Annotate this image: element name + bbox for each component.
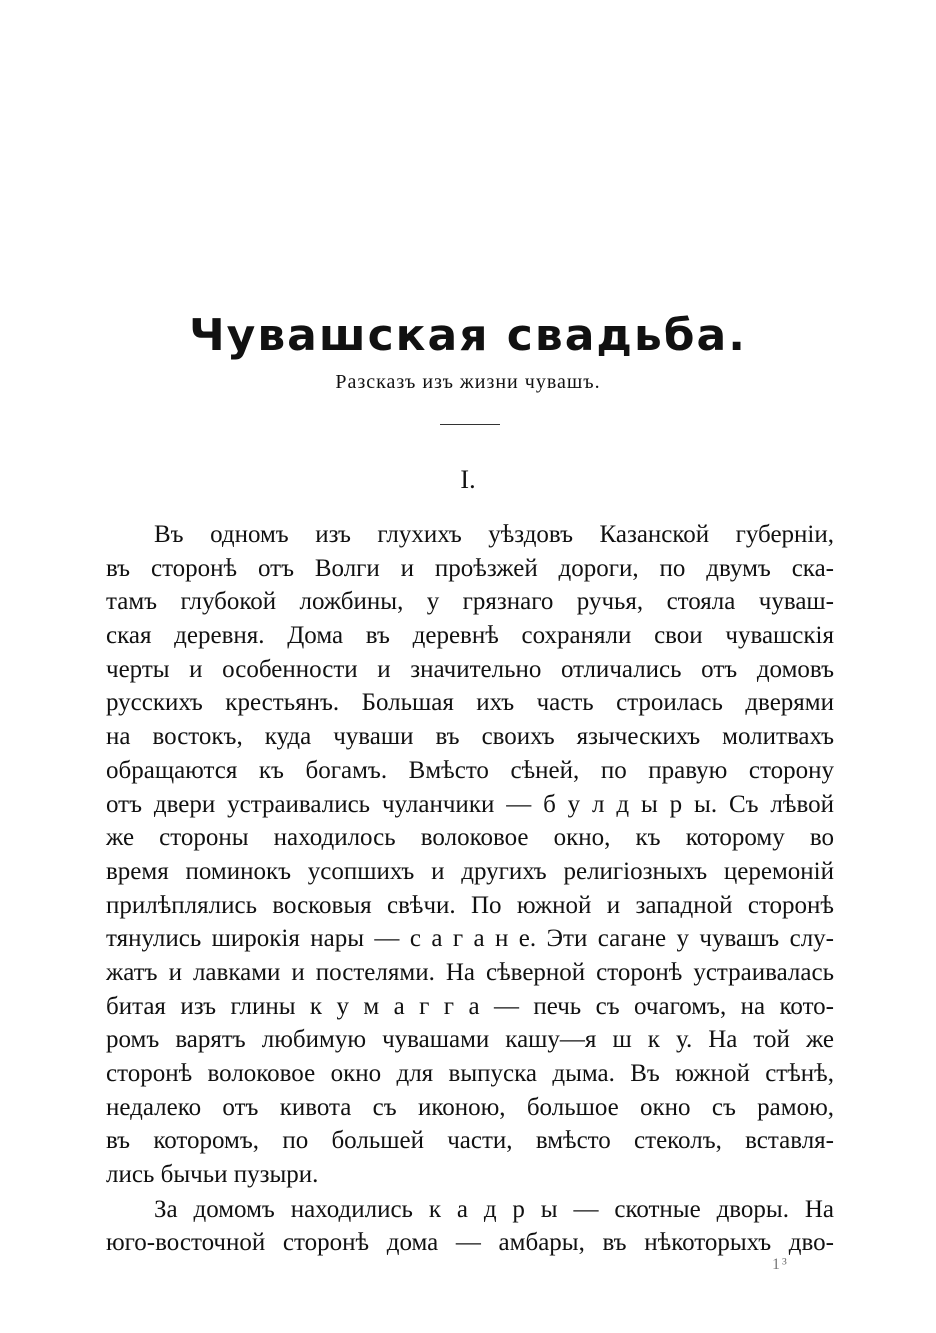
- subtitle: Разсказъ изъ жизни чувашъ.: [335, 371, 601, 393]
- text-line: жатъ и лавками и постелями. На сѣверной сторонѣ устраивалась: [106, 958, 834, 986]
- page-number: 1³: [772, 1256, 789, 1273]
- text-line: въ которомъ, по большей части, вмѣсто стеколъ, вставля-: [106, 1127, 834, 1155]
- text-line: недалеко отъ кивота съ иконою, большое окно съ рамою,: [106, 1093, 834, 1121]
- text-line: черты и особенности и значительно отличались отъ домовъ: [106, 655, 834, 683]
- text-line: битая изъ глины к у м а г г а — печь съ очагомъ, на кото-: [106, 992, 834, 1020]
- text-line: же стороны находилось волоковое окно, къ которому во: [106, 824, 834, 852]
- page-title: Чувашская свадьба.: [189, 310, 747, 361]
- text-line: юго-восточной сторонѣ дома — амбары, въ нѣкоторыхъ дво-: [106, 1229, 834, 1257]
- text-line: лись бычьи пузыри.: [106, 1161, 319, 1189]
- text-line: прилѣплялись восковыя свѣчи. По южной и западной сторонѣ: [106, 891, 834, 919]
- text-line: на востокъ, куда чуваши въ своихъ языческихъ молитвахъ: [106, 723, 834, 751]
- text-line: сторонѣ волоковое окно для выпуска дыма. Въ южной стѣнѣ,: [106, 1060, 834, 1087]
- text-line: ская деревня. Дома въ деревнѣ сохраняли свои чувашскія: [106, 622, 834, 650]
- text-line: отъ двери устраивались чуланчики — б у л д ы р ы. Съ лѣвой: [106, 790, 834, 818]
- text-line: тамъ глубокой ложбины, у грязнаго ручья, стояла чуваш-: [106, 588, 834, 616]
- chapter-number: I.: [460, 465, 476, 494]
- text-line: Въ одномъ изъ глухихъ уѣздовъ Казанской губерніи,: [154, 521, 834, 548]
- text-line: За домомъ находились к а д р ы — скотные дворы. На: [154, 1195, 834, 1223]
- title-divider: [440, 424, 500, 425]
- text-line: обращаются къ богамъ. Вмѣсто сѣней, по правую сторону: [106, 756, 834, 784]
- text-line: время поминокъ усопшихъ и другихъ религіозныхъ церемоній: [106, 857, 834, 885]
- text-line: русскихъ крестьянъ. Большая ихъ часть строилась дверями: [106, 689, 834, 717]
- text-line: въ сторонѣ отъ Волги и проѣзжей дороги, по двумъ ска-: [106, 554, 834, 582]
- body-text: [106, 518, 834, 1260]
- text-line: ромъ варятъ любимую чувашами кашу—я ш к у. На той же: [106, 1026, 834, 1054]
- text-line: тянулись широкія нары — с а г а н е. Эти сагане у чувашъ слу-: [106, 925, 834, 953]
